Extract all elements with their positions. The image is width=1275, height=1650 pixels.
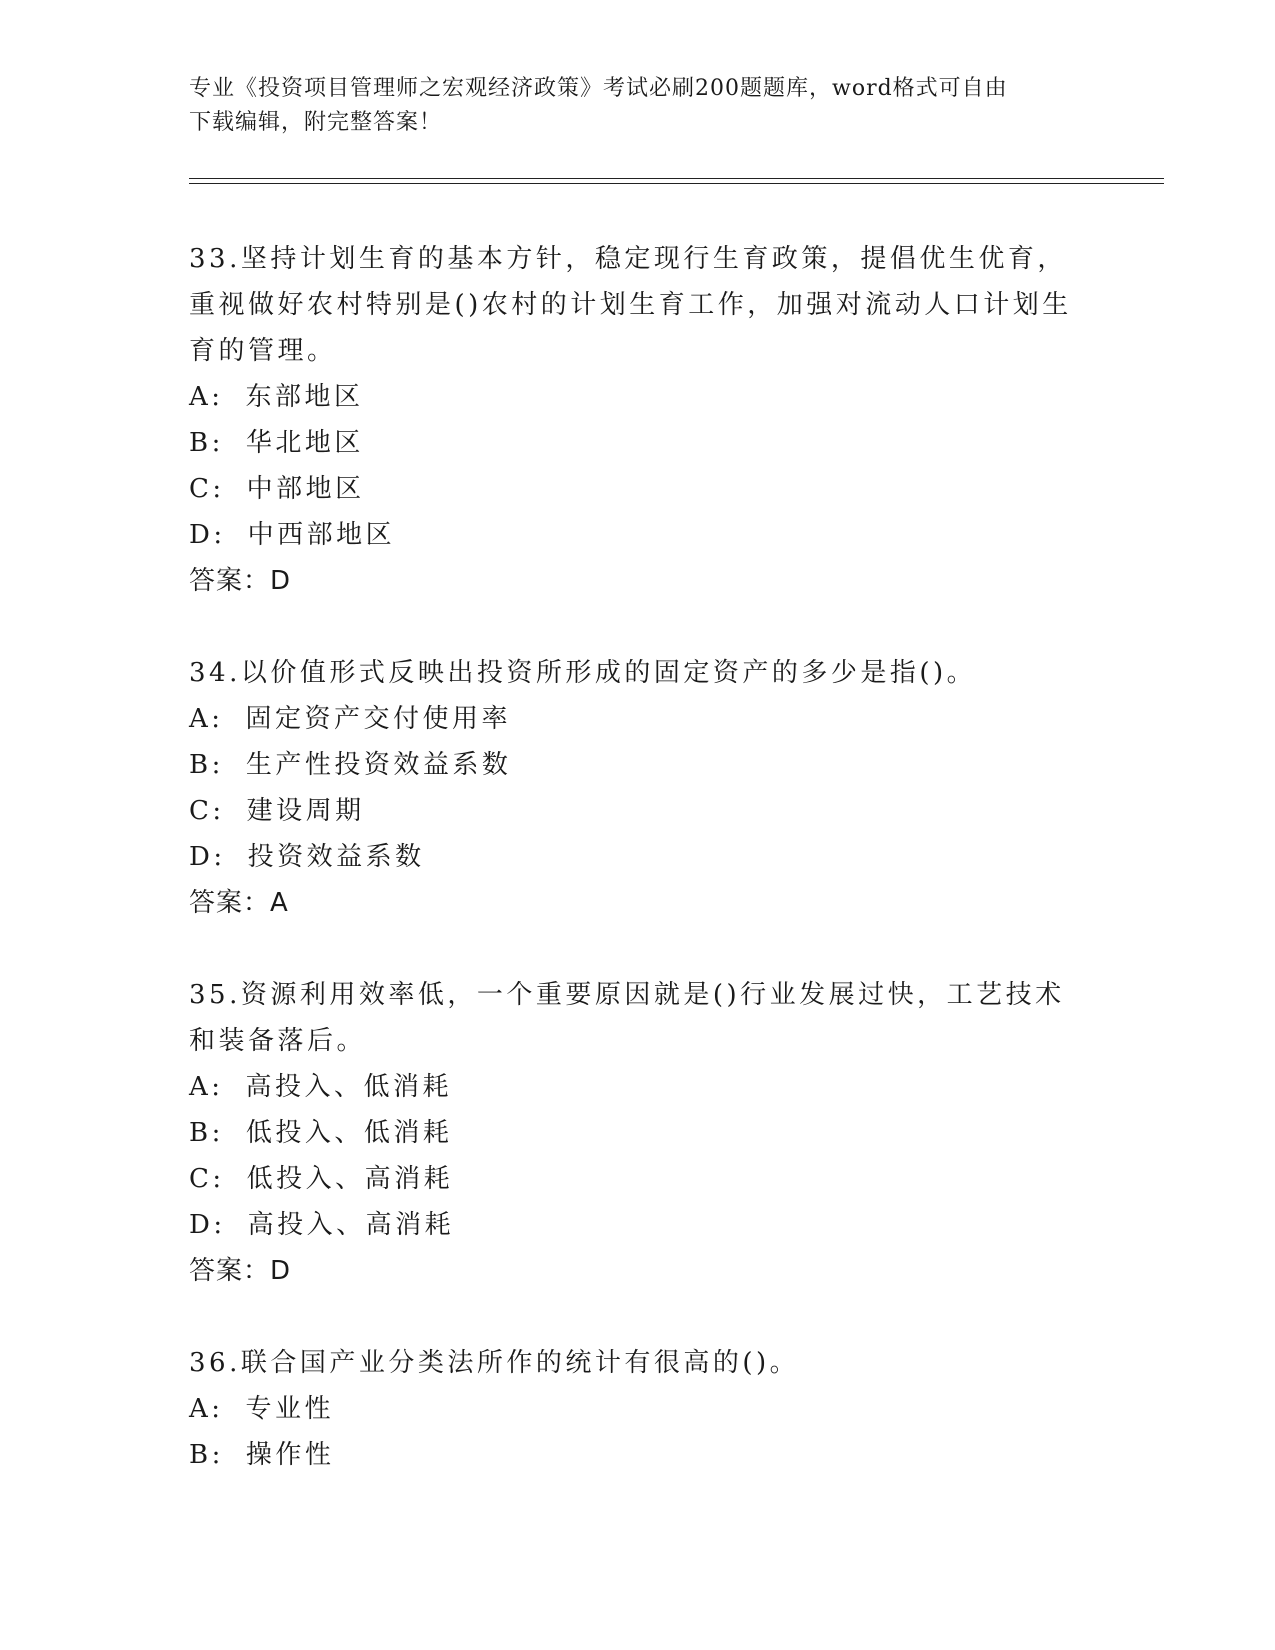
option-b: [189, 742, 1089, 788]
option-text: 东部地区: [245, 382, 364, 412]
answer-value: D: [270, 1256, 292, 1286]
option-text: 华北地区: [245, 428, 364, 458]
question-33: [189, 236, 1089, 604]
answer-label: 答案：: [189, 566, 271, 596]
option-text: 中西部地区: [247, 520, 396, 550]
question-stem: 33.坚持计划生育的基本方针，稳定现行生育政策，提倡优生优育，重视做好农村特别是()农村的计划生育工作，加强对流动人口计划生育的管理。: [189, 244, 1072, 366]
answer-line: [189, 880, 1089, 926]
header-divider-bottom: [189, 183, 1164, 184]
option-text: 操作性: [245, 1440, 335, 1470]
answer-label: 答案：: [189, 888, 271, 918]
document-header: [189, 72, 1069, 140]
answer-value: A: [270, 888, 289, 918]
option-text: 高投入、高消耗: [247, 1210, 455, 1240]
option-text: 建设周期: [246, 796, 365, 826]
option-c: [189, 466, 1089, 512]
option-a: [189, 696, 1089, 742]
answer-line: [189, 558, 1089, 604]
answer-line: [189, 1248, 1089, 1294]
option-c: [189, 788, 1089, 834]
question-35: [189, 972, 1089, 1294]
question-36: [189, 1340, 1089, 1478]
option-text: 中部地区: [246, 474, 365, 504]
option-b: [189, 1110, 1089, 1156]
question-stem: 35.资源利用效率低，一个重要原因就是()行业发展过快，工艺技术和装备落后。: [189, 980, 1065, 1056]
option-a: [189, 1386, 1089, 1432]
option-letter: C:: [189, 474, 225, 504]
option-c: [189, 1156, 1089, 1202]
option-letter: C:: [189, 1164, 225, 1194]
option-text: 高投入、低消耗: [245, 1072, 453, 1102]
option-b: [189, 420, 1089, 466]
option-letter: B:: [189, 1440, 224, 1470]
option-d: [189, 1202, 1089, 1248]
option-letter: B:: [189, 1118, 224, 1148]
option-text: 专业性: [245, 1394, 335, 1424]
header-line-1: 专业《投资项目管理师之宏观经济政策》考试必刷200题题库，word格式可自由: [189, 76, 1008, 101]
option-text: 生产性投资效益系数: [245, 750, 512, 780]
option-text: 固定资产交付使用率: [245, 704, 512, 734]
option-letter: C:: [189, 796, 225, 826]
option-a: [189, 1064, 1089, 1110]
answer-label: 答案：: [189, 1256, 271, 1286]
option-letter: A:: [189, 1072, 224, 1102]
option-letter: B:: [189, 428, 224, 458]
option-letter: D:: [189, 520, 226, 550]
header-divider-top: [189, 178, 1164, 179]
option-text: 低投入、高消耗: [246, 1164, 454, 1194]
option-letter: A:: [189, 704, 224, 734]
question-stem: 36.联合国产业分类法所作的统计有很高的()。: [189, 1348, 800, 1378]
question-list: [189, 236, 1089, 1524]
option-d: [189, 834, 1089, 880]
option-text: 低投入、低消耗: [245, 1118, 453, 1148]
answer-value: D: [270, 566, 292, 596]
option-d: [189, 512, 1089, 558]
option-text: 投资效益系数: [247, 842, 425, 872]
option-a: [189, 374, 1089, 420]
question-34: [189, 650, 1089, 926]
option-letter: D:: [189, 1210, 226, 1240]
option-letter: A:: [189, 1394, 224, 1424]
header-line-2: 下载编辑，附完整答案！: [189, 110, 443, 135]
question-stem: 34.以价值形式反映出投资所形成的固定资产的多少是指()。: [189, 658, 977, 688]
option-letter: D:: [189, 842, 226, 872]
option-b: [189, 1432, 1089, 1478]
option-letter: B:: [189, 750, 224, 780]
option-letter: A:: [189, 382, 224, 412]
